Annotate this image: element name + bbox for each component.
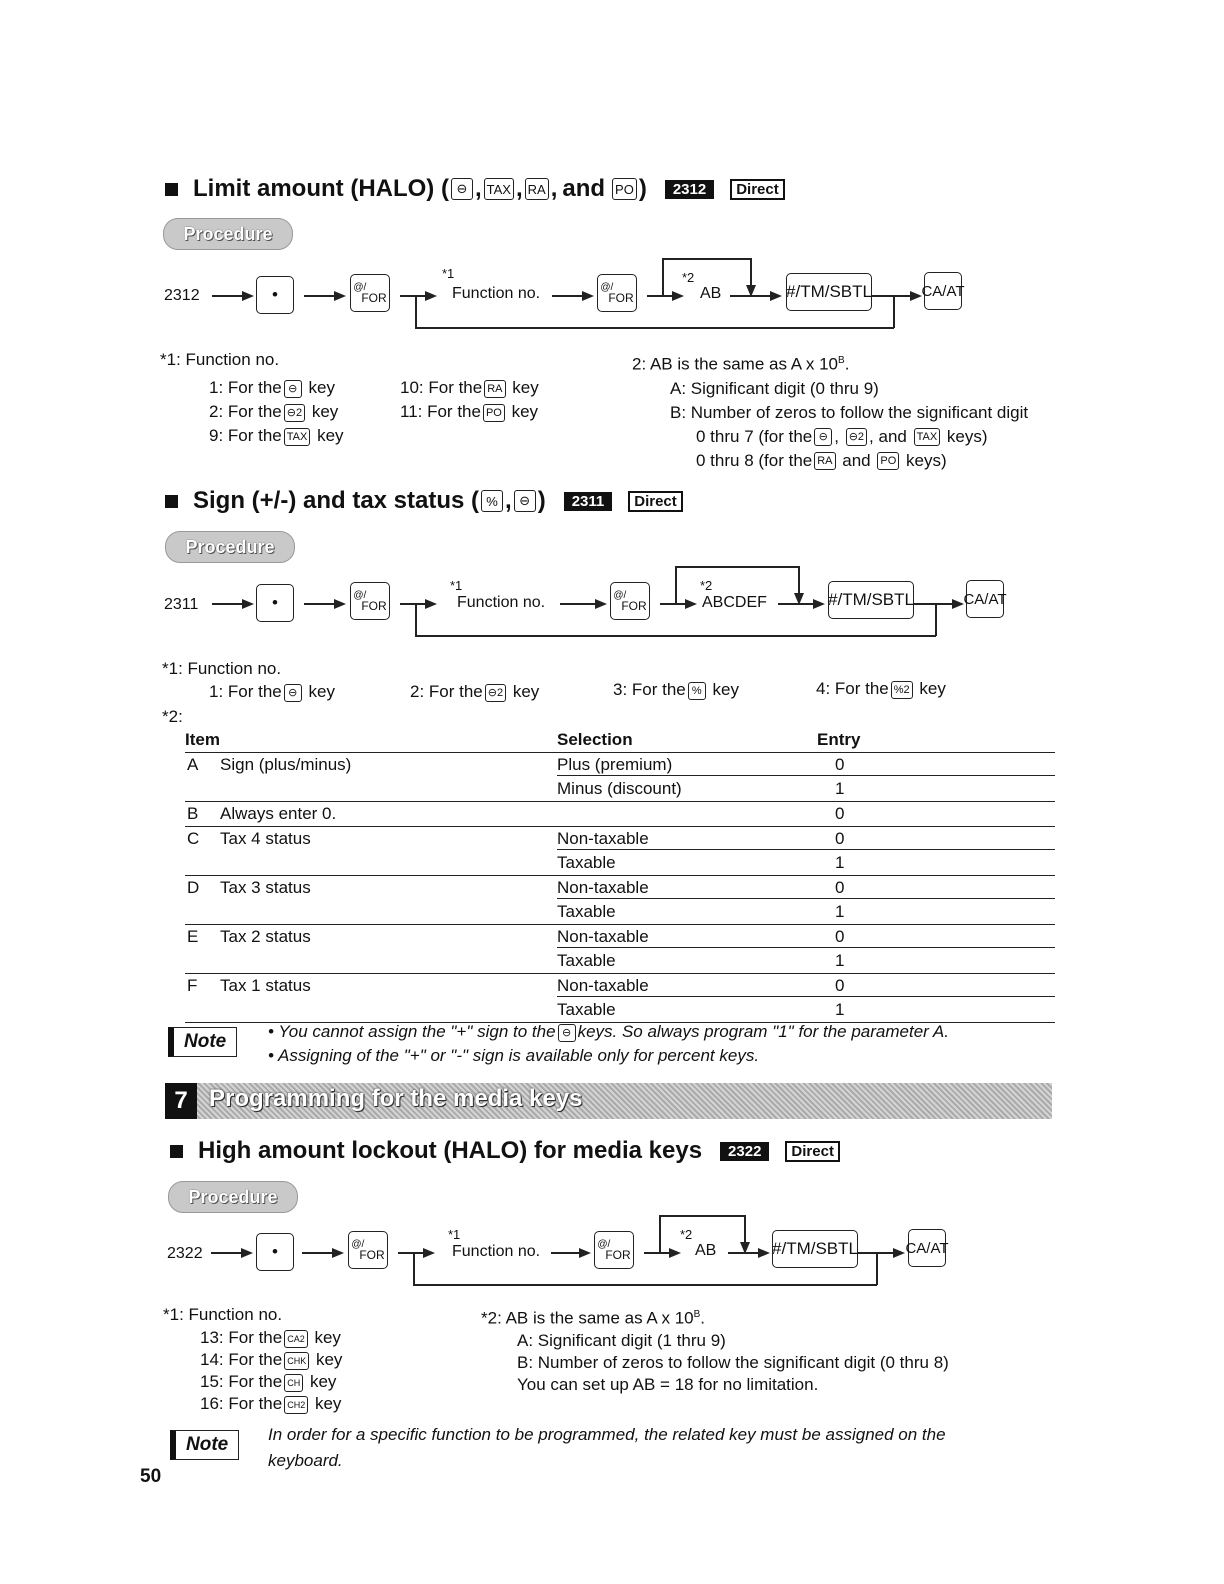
bullet-square (170, 1145, 183, 1158)
minus-key-icon: ⊖ (558, 1024, 576, 1042)
function-key-4: 4: For the %2 key (816, 679, 946, 698)
direct-badge: Direct (785, 1141, 840, 1162)
job-code-badge: 2311 (564, 492, 613, 511)
ch-key-icon: CH (284, 1374, 303, 1392)
section-banner-title: Programming for the media keys (209, 1085, 583, 1112)
table-row: F Tax 1 status Non-taxable 0 (185, 974, 1055, 998)
ra-key-icon: RA (525, 178, 549, 200)
minus2-key-icon: ⊖2 (485, 684, 506, 702)
page-number: 50 (140, 1466, 162, 1487)
dot-key: • (256, 1233, 294, 1271)
function-list-left: 1: For the ⊖ key 2: For the ⊖2 key 9: For the TAX key (209, 378, 344, 445)
minus2-key-icon: ⊖2 (284, 404, 305, 422)
for-key: @/ FOR (350, 274, 390, 312)
function-key-3: 3: For the % key (613, 680, 739, 699)
table-row: E Tax 2 status Non-taxable 0 (185, 925, 1055, 949)
tm-sbtl-key: #/TM/SBTL (772, 1230, 858, 1268)
table-row: D Tax 3 status Non-taxable 0 (185, 876, 1055, 900)
note-label: Note (170, 1430, 239, 1460)
procedure-label: Procedure (165, 531, 295, 563)
section-title-halo-media: High amount lockout (HALO) for media keys 2322 Direct (170, 1137, 840, 1165)
procedure-flow-3: 2322 • @/ FOR *1 Function no. @/ FOR *2 AB #/TM/SBTL CA/AT (163, 1215, 1023, 1295)
direct-badge: Direct (730, 179, 785, 200)
table-row: Taxable 1 (185, 851, 1055, 876)
tax-key-icon: TAX (284, 428, 311, 446)
ra-key-icon: RA (484, 380, 505, 398)
procedure-flow-2: 2311 • @/ FOR *1 Function no. @/ FOR *2 ABCDEF #/TM/SBTL CA/AT (160, 566, 1020, 646)
procedure-label: Procedure (163, 218, 293, 250)
for-key-2: @/ FOR (610, 582, 650, 620)
dot-key: • (256, 276, 294, 314)
ca-at-key: CA/AT (908, 1229, 946, 1267)
procedure-flow-1: 2312 • @/ FOR *1 Function no. @/ FOR *2 AB #/TM/SBTL CA/AT (160, 258, 1020, 338)
tm-sbtl-key: #/TM/SBTL (786, 273, 872, 311)
tm-sbtl-key: #/TM/SBTL (828, 581, 914, 619)
function-key-2: 2: For the ⊖2 key (410, 682, 540, 701)
percent2-key-icon: %2 (891, 681, 913, 699)
dot-key: • (256, 584, 294, 622)
section-title-sign-tax: Sign (+/-) and tax status ( % , ⊖ ) 2311 Direct (165, 487, 683, 515)
tax-key-icon: TAX (484, 178, 514, 200)
table-row: C Tax 4 status Non-taxable 0 (185, 827, 1055, 851)
table-row: Taxable 1 (185, 949, 1055, 974)
for-key-2: @/ FOR (594, 1231, 634, 1269)
job-code-badge: 2322 (720, 1142, 769, 1161)
for-key: @/ FOR (348, 1231, 388, 1269)
minus-key-icon: ⊖ (451, 178, 473, 200)
section-title-limit-amount: Limit amount (HALO) ( ⊖ , TAX , RA , and PO ) 2312 Direct (165, 175, 785, 203)
percent-key-icon: % (481, 490, 503, 512)
for-key: @/ FOR (350, 582, 390, 620)
function-key-1: 1: For the ⊖ key (209, 682, 335, 701)
for-key-2: @/ FOR (597, 274, 637, 312)
minus-key-icon: ⊖ (284, 684, 302, 702)
ab-explanation-3: *2: AB is the same as A x $10^B$. A: Significant digit (1 thru 9) B: Number of zeros to follow the significant digit (0 thru 8) You can set up AB = 18 for no limitation. (481, 1308, 949, 1394)
ca-at-key: CA/AT (966, 580, 1004, 618)
function-list-mid: 10: For the RA key 11: For the PO key (400, 378, 539, 421)
ca2-key-icon: CA2 (284, 1330, 308, 1348)
table-row: Minus (discount) 1 (185, 777, 1055, 802)
direct-badge: Direct (628, 491, 683, 512)
job-code-badge: 2312 (665, 180, 714, 199)
section-number: 7 (165, 1083, 197, 1119)
procedure-label: Procedure (168, 1181, 298, 1213)
note-label: Note (168, 1027, 237, 1057)
bullet-square (165, 183, 178, 196)
parameter-table (185, 728, 1055, 1023)
minus-key-icon: ⊖ (514, 490, 536, 512)
note-text-1: • You cannot assign the "+" sign to the ⊖ keys. So always program "1" for the parameter A. • Assigning of the "+" or "-" sign is available only for percent keys. (268, 1022, 949, 1065)
table-row: Taxable 1 (185, 998, 1055, 1023)
table-row: B Always enter 0. 0 (185, 802, 1055, 827)
percent-key-icon: % (688, 682, 706, 700)
ca-at-key: CA/AT (924, 272, 962, 310)
table-row: A Sign (plus/minus) Plus (premium) 0 (185, 753, 1055, 777)
minus-key-icon: ⊖ (284, 380, 302, 398)
ab-explanation-1: 2: AB is the same as A x $10^B$. A: Significant digit (0 thru 9) B: Number of zeros to follow the significant digit 0 thru 7 (for the ⊖ , ⊖2 , and TAX keys) 0 thru 8 (for the RA and PO keys) (632, 354, 1029, 470)
po-key-icon: PO (612, 178, 637, 200)
section-banner (165, 1083, 1052, 1119)
po-key-icon: PO (483, 404, 505, 422)
ch2-key-icon: CH2 (284, 1396, 308, 1414)
chk-key-icon: CHK (284, 1352, 309, 1370)
function-list-media: 13: For the CA2 key 14: For the CHK key 15: For the CH key 16: For the CH2 key (200, 1328, 343, 1413)
table-row: Taxable 1 (185, 900, 1055, 925)
bullet-square (165, 495, 178, 508)
table-header: Item Selection Entry (185, 728, 1055, 753)
note-text-3: In order for a specific function to be programmed, the related key must be assigned on the keyboard. (268, 1425, 946, 1470)
